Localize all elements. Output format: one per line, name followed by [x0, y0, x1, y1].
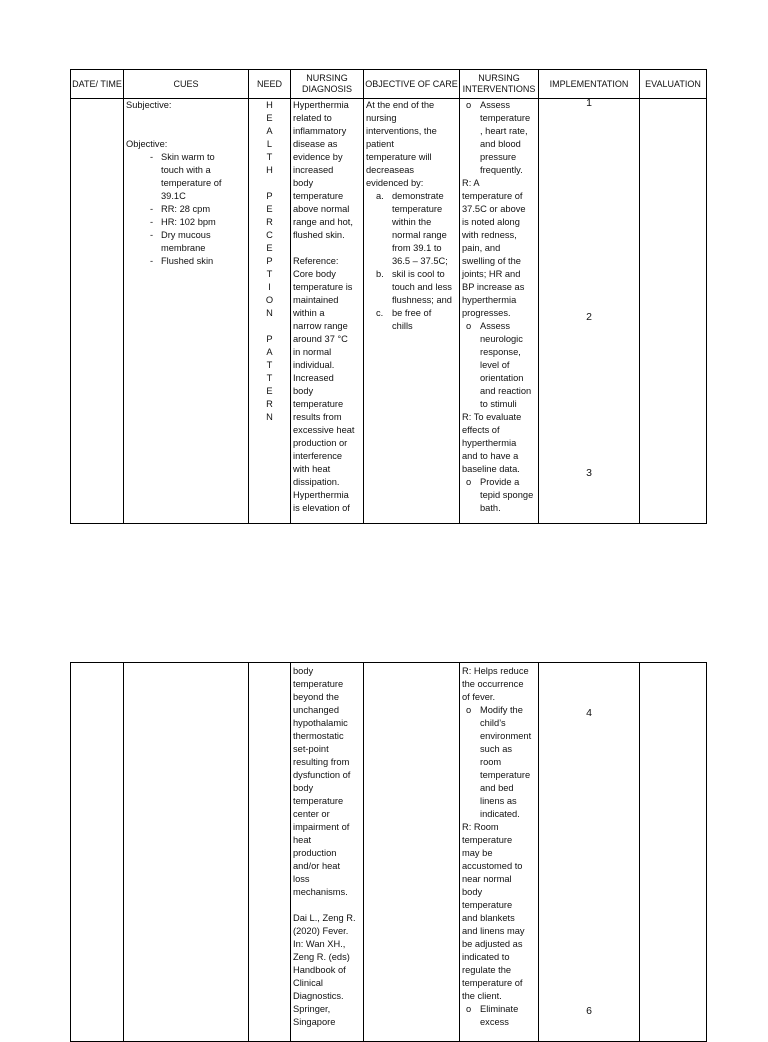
text-line: [293, 899, 361, 912]
text-line: Hyperthermia: [293, 490, 349, 500]
text-line: swelling of the: [462, 256, 521, 266]
text-line: heat: [293, 835, 312, 845]
text-line: [251, 177, 288, 190]
text-line: and bed: [480, 783, 514, 793]
text-line: be adjusted as: [462, 939, 523, 949]
text-line: resulting from: [293, 757, 350, 767]
text-line: body: [293, 783, 314, 793]
text-line: Diagnostics.: [293, 991, 344, 1001]
text-line: evidence by: [293, 152, 343, 162]
implementation-number: 6: [586, 1005, 592, 1017]
text-line: joints; HR and: [462, 269, 521, 279]
text-line: temperature: [480, 770, 531, 780]
text-line: temperature of: [462, 978, 523, 988]
cue-text: Dry mucous: [161, 230, 211, 240]
text-line: temperature will: [366, 152, 432, 162]
objective-item: [366, 229, 457, 242]
objective-text: be free of: [392, 308, 432, 318]
text-line: P: [266, 256, 273, 266]
cue-text: Flushed skin: [161, 256, 214, 266]
cue-text: Skin warm to: [161, 152, 215, 162]
spacer: [126, 112, 246, 125]
text-line: R: [266, 399, 273, 409]
text-line: Singapore: [293, 1017, 336, 1027]
column-need: [249, 70, 291, 523]
text-line: neurologic: [480, 334, 523, 344]
text-line: mechanisms.: [293, 887, 348, 897]
text-line: Reference:: [293, 256, 339, 266]
text-line: excessive heat: [293, 425, 355, 435]
care-plan-table-page-1: [70, 69, 707, 524]
header-evaluation: EVALUATION: [640, 70, 706, 99]
objective-item: [366, 294, 457, 307]
column-evaluation: [640, 70, 706, 523]
objective-text: within the: [392, 217, 432, 227]
column-need: [249, 663, 291, 1041]
text-line: baseline data.: [462, 464, 520, 474]
text-line: tepid sponge: [480, 490, 534, 500]
text-line: evidenced by:: [366, 178, 424, 188]
objective-item: [366, 203, 457, 216]
column-evaluation: [640, 663, 706, 1041]
text-line: thermostatic: [293, 731, 344, 741]
text-line: and blood: [480, 139, 521, 149]
spacer: [126, 125, 246, 138]
text-line: R: A: [462, 178, 480, 188]
text-line: impairment of: [293, 822, 350, 832]
text-line: related to: [293, 113, 332, 123]
column-nursing-interventions: [460, 663, 539, 1041]
header-cues: CUES: [124, 70, 248, 99]
text-line: R: [266, 217, 273, 227]
text-line: and reaction: [480, 386, 532, 396]
text-line: to stimuli: [480, 399, 517, 409]
header-implementation: IMPLEMENTATION: [539, 70, 639, 99]
column-cues: [124, 663, 249, 1041]
interventions-content: [460, 665, 538, 1029]
text-line: unchanged: [293, 705, 340, 715]
cue-item: [126, 255, 246, 268]
text-line: nursing: [366, 113, 397, 123]
header-date-time: DATE/ TIME: [71, 70, 123, 99]
text-line: E: [266, 386, 273, 396]
text-line: L: [266, 139, 273, 149]
objective-item: [366, 255, 457, 268]
text-line: room: [480, 757, 502, 767]
column-nursing-interventions: [460, 70, 539, 523]
text-line: T: [266, 360, 273, 370]
text-line: hypothalamic: [293, 718, 348, 728]
need-letters: [249, 99, 290, 424]
text-line: E: [266, 243, 273, 253]
text-line: H: [266, 100, 273, 110]
text-line: T: [266, 152, 273, 162]
text-line: child’s: [480, 718, 506, 728]
text-line: disease as: [293, 139, 338, 149]
column-objective-of-care: [364, 663, 460, 1041]
text-line: around 37 °C: [293, 334, 348, 344]
column-objective-of-care: [364, 70, 460, 523]
cue-text: RR: 28 cpm: [161, 204, 211, 214]
header-nursing-diagnosis: NURSING DIAGNOSIS: [291, 70, 363, 99]
bullet-marker: o: [466, 321, 472, 331]
text-line: E: [266, 113, 273, 123]
dash-marker: -: [150, 152, 154, 162]
text-line: A: [266, 347, 273, 357]
text-line: N: [266, 308, 273, 318]
text-line: Assess: [480, 321, 510, 331]
text-line: production: [293, 848, 337, 858]
text-line: response,: [480, 347, 521, 357]
text-line: beyond the: [293, 692, 340, 702]
objective-item: [366, 307, 457, 320]
text-line: P: [266, 191, 273, 201]
text-line: Provide a: [480, 477, 520, 487]
text-line: narrow range: [293, 321, 348, 331]
cue-item: [126, 203, 246, 216]
objective-text: temperature: [392, 204, 443, 214]
cue-text: HR: 102 bpm: [161, 217, 216, 227]
header-need: NEED: [249, 70, 290, 99]
text-line: temperature: [293, 399, 344, 409]
cue-text: 39.1C: [161, 191, 186, 201]
objective-label: Objective:: [126, 139, 168, 149]
text-line: set-point: [293, 744, 329, 754]
text-line: [251, 320, 288, 333]
text-line: temperature: [293, 679, 344, 689]
text-line: with heat: [293, 464, 331, 474]
objective-text: from 39.1 to: [392, 243, 442, 253]
intervention-item: [462, 704, 536, 821]
objective-item: [366, 320, 457, 333]
objective-text: 36.5 – 37.5C;: [392, 256, 448, 266]
column-implementation: [539, 663, 640, 1041]
text-line: E: [266, 204, 273, 214]
text-line: temperature is: [293, 282, 353, 292]
text-line: level of: [480, 360, 510, 370]
text-line: within a: [293, 308, 325, 318]
bullet-marker: o: [466, 1004, 472, 1014]
text-line: Increased: [293, 373, 334, 383]
interventions-content: [460, 99, 538, 515]
text-line: may be: [462, 848, 493, 858]
text-line: temperature: [480, 113, 531, 123]
text-line: P: [266, 334, 273, 344]
text-line: temperature: [293, 191, 344, 201]
text-line: [293, 242, 361, 255]
text-line: indicated.: [480, 809, 520, 819]
intervention-item: [462, 320, 536, 411]
text-line: Clinical: [293, 978, 323, 988]
text-line: in normal: [293, 347, 332, 357]
cue-text: membrane: [161, 243, 206, 253]
dash-marker: -: [150, 230, 154, 240]
text-line: T: [266, 269, 273, 279]
objective-item: [366, 281, 457, 294]
column-nursing-diagnosis: [291, 663, 364, 1041]
text-line: near normal: [462, 874, 512, 884]
text-line: is noted along: [462, 217, 520, 227]
text-line: individual.: [293, 360, 335, 370]
diagnosis-content: [291, 665, 363, 1029]
column-cues: [124, 70, 249, 523]
text-line: decreaseas: [366, 165, 415, 175]
objective-item: [366, 242, 457, 255]
text-line: temperature: [293, 796, 344, 806]
objective-text: skil is cool to: [392, 269, 445, 279]
intervention-item: [462, 476, 536, 515]
text-line: Dai L., Zeng R.: [293, 913, 356, 923]
text-line: body: [293, 178, 314, 188]
bullet-marker: o: [466, 100, 472, 110]
text-line: Eliminate: [480, 1004, 519, 1014]
objective-text: chills: [392, 321, 413, 331]
bullet-marker: o: [466, 705, 472, 715]
text-line: and/or heat: [293, 861, 341, 871]
text-line: body: [293, 666, 314, 676]
text-line: maintained: [293, 295, 339, 305]
cue-text: touch with a: [161, 165, 211, 175]
implementation-number: 3: [586, 467, 592, 479]
text-line: flushed skin.: [293, 230, 345, 240]
subjective-label: Subjective:: [126, 100, 172, 110]
text-line: temperature: [462, 900, 513, 910]
text-line: production or: [293, 438, 348, 448]
text-line: above normal: [293, 204, 350, 214]
text-line: effects of: [462, 425, 500, 435]
text-line: BP increase as: [462, 282, 525, 292]
text-line: and blankets: [462, 913, 515, 923]
text-line: hyperthermia: [462, 295, 517, 305]
text-line: regulate the: [462, 965, 512, 975]
text-line: of fever.: [462, 692, 496, 702]
objective-text: flushness; and: [392, 295, 452, 305]
cue-item: [126, 164, 246, 177]
text-line: body: [462, 887, 483, 897]
text-line: N: [266, 412, 273, 422]
dash-marker: -: [150, 217, 154, 227]
text-line: R: Room: [462, 822, 499, 832]
objective-item: [366, 216, 457, 229]
text-line: Core body: [293, 269, 336, 279]
objective-item: [366, 268, 457, 281]
diagnosis-content: [291, 99, 363, 515]
implementation-number: 1: [586, 97, 592, 109]
text-line: dysfunction of: [293, 770, 351, 780]
text-line: Hyperthermia: [293, 100, 349, 110]
text-line: progresses.: [462, 308, 511, 318]
objective-item: [366, 190, 457, 203]
header-objective-of-care: OBJECTIVE OF CARE: [364, 70, 459, 99]
text-line: In: Wan XH.,: [293, 939, 346, 949]
text-line: O: [265, 295, 274, 305]
text-line: , heart rate,: [480, 126, 528, 136]
text-line: the occurrence: [462, 679, 524, 689]
cues-content: [124, 99, 248, 268]
text-line: excess: [480, 1017, 509, 1027]
text-line: Handbook of: [293, 965, 346, 975]
header-nursing-interventions: NURSING INTERVENTIONS: [460, 70, 538, 99]
text-line: hyperthermia: [462, 438, 517, 448]
column-implementation: [539, 70, 640, 523]
column-nursing-diagnosis: [291, 70, 364, 523]
text-line: and to have a: [462, 451, 519, 461]
text-line: H: [266, 165, 273, 175]
text-line: range and hot,: [293, 217, 353, 227]
text-line: patient: [366, 139, 394, 149]
intervention-item: [462, 99, 536, 177]
intervention-item: [462, 1003, 536, 1029]
objective-text: touch and less: [392, 282, 452, 292]
cue-text: temperature of: [161, 178, 222, 188]
text-line: and linens may: [462, 926, 525, 936]
column-date-time: [71, 70, 124, 523]
text-line: frequently.: [480, 165, 523, 175]
text-line: (2020) Fever.: [293, 926, 349, 936]
care-plan-table-page-2: [70, 662, 707, 1042]
text-line: bath.: [480, 503, 501, 513]
cue-item: [126, 229, 246, 242]
objective-text: demonstrate: [392, 191, 444, 201]
bullet-marker: o: [466, 477, 472, 487]
text-line: is elevation of: [293, 503, 350, 513]
text-line: environment: [480, 731, 532, 741]
text-line: accustomed to: [462, 861, 523, 871]
text-line: indicated to: [462, 952, 510, 962]
text-line: pain, and: [462, 243, 501, 253]
text-line: At the end of the: [366, 100, 435, 110]
implementation-number: 4: [586, 707, 592, 719]
text-line: the client.: [462, 991, 502, 1001]
text-line: temperature: [462, 835, 513, 845]
text-line: 37.5C or above: [462, 204, 526, 214]
text-line: temperature of: [462, 191, 523, 201]
text-line: interventions, the: [366, 126, 437, 136]
text-line: R: Helps reduce: [462, 666, 529, 676]
cue-item: [126, 216, 246, 229]
text-line: inflammatory: [293, 126, 347, 136]
text-line: center or: [293, 809, 330, 819]
text-line: Zeng R. (eds): [293, 952, 350, 962]
text-line: Modify the: [480, 705, 523, 715]
text-line: with redness,: [462, 230, 517, 240]
cue-item: [126, 242, 246, 255]
text-line: loss: [293, 874, 310, 884]
text-line: T: [266, 373, 273, 383]
text-line: increased: [293, 165, 334, 175]
objective-content: [364, 99, 459, 333]
text-line: pressure: [480, 152, 517, 162]
dash-marker: -: [150, 204, 154, 214]
text-line: A: [266, 126, 273, 136]
column-date-time: [71, 663, 124, 1041]
text-line: interference: [293, 451, 343, 461]
implementation-number: 2: [586, 311, 592, 323]
text-line: dissipation.: [293, 477, 340, 487]
text-line: Springer,: [293, 1004, 331, 1014]
text-line: such as: [480, 744, 513, 754]
text-line: body: [293, 386, 314, 396]
cue-item: [126, 190, 246, 203]
text-line: I: [268, 282, 271, 292]
item-label: a.: [376, 191, 384, 201]
cue-item: [126, 177, 246, 190]
item-label: c.: [376, 308, 384, 318]
text-line: C: [266, 230, 273, 240]
text-line: results from: [293, 412, 342, 422]
text-line: linens as: [480, 796, 517, 806]
dash-marker: -: [150, 256, 154, 266]
cue-item: [126, 151, 246, 164]
text-line: orientation: [480, 373, 524, 383]
objective-text: normal range: [392, 230, 447, 240]
text-line: R: To evaluate: [462, 412, 522, 422]
item-label: b.: [376, 269, 384, 279]
text-line: Assess: [480, 100, 510, 110]
